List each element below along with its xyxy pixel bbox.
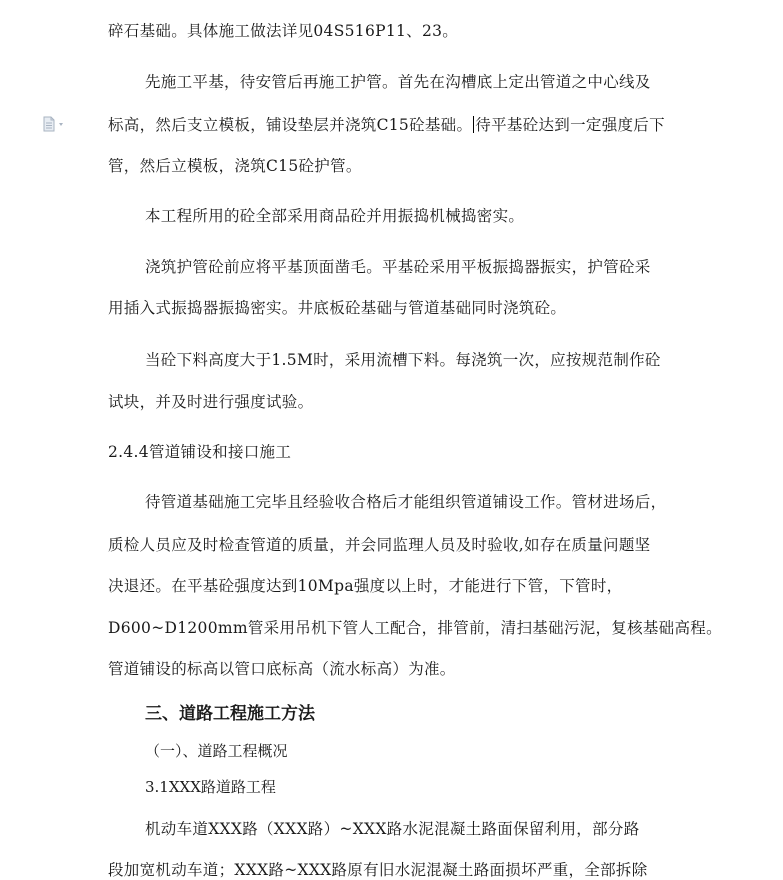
paragraph-line: D600~D1200mm管采用吊机下管人工配合，排管前，清扫基础污泥，复核基础高程。: [108, 619, 722, 637]
paragraph-line: 机动车道XXX路（XXX路）~XXX路水泥混凝土路面保留利用，部分路: [145, 820, 640, 838]
paragraph-line: 待管道基础施工完毕且经验收合格后才能组织管道铺设工作。管材进场后，: [145, 493, 667, 511]
subsection-heading: （一）、道路工程概况: [145, 742, 288, 760]
text-span: 标高，然后支立模板，铺设垫层并浇筑C15砼基础。: [108, 116, 473, 134]
section-heading: 2.4.4管道铺设和接口施工: [108, 443, 292, 461]
paragraph-options-icon[interactable]: [42, 116, 66, 132]
paragraph-line: 决退还。在平基砼强度达到10Mpa强度以上时，才能进行下管，下管时，: [108, 577, 623, 595]
paragraph-line: [108, 115, 665, 135]
paragraph-line: 碎石基础。具体施工做法详见04S516P11、23。: [108, 22, 459, 40]
paragraph-line: 管道铺设的标高以管口底标高（流水标高）为准。: [108, 660, 456, 678]
paragraph-line: 本工程所用的砼全部采用商品砼并用振捣机械捣密实。: [145, 207, 525, 225]
paragraph-line: 用插入式振捣器振捣密实。井底板砼基础与管道基础同时浇筑砼。: [108, 299, 567, 317]
paragraph-line: 试块，并及时进行强度试验。: [108, 393, 314, 411]
chapter-heading: 三、道路工程施工方法: [145, 704, 315, 724]
paragraph-line: 当砼下料高度大于1.5M时，采用流槽下料。每浇筑一次，应按规范制作砼: [145, 351, 661, 369]
subsection-heading: 3.1XXX路道路工程: [145, 778, 276, 796]
text-span: 待平基砼达到一定强度后下: [475, 116, 665, 134]
paragraph-line: 段加宽机动车道；XXX路~XXX路原有旧水泥混凝土路面损坏严重，全部拆除: [108, 861, 648, 879]
paragraph-line: 质检人员应及时检查管道的质量，并会同监理人员及时验收,如存在质量问题坚: [108, 536, 651, 554]
paragraph-line: 管，然后立模板，浇筑C15砼护管。: [108, 157, 362, 175]
paragraph-line: 浇筑护管砼前应将平基顶面凿毛。平基砼采用平板振捣器振实，护管砼采: [145, 258, 651, 276]
paragraph-line: 先施工平基，待安管后再施工护管。首先在沟槽底上定出管道之中心线及: [145, 73, 651, 91]
